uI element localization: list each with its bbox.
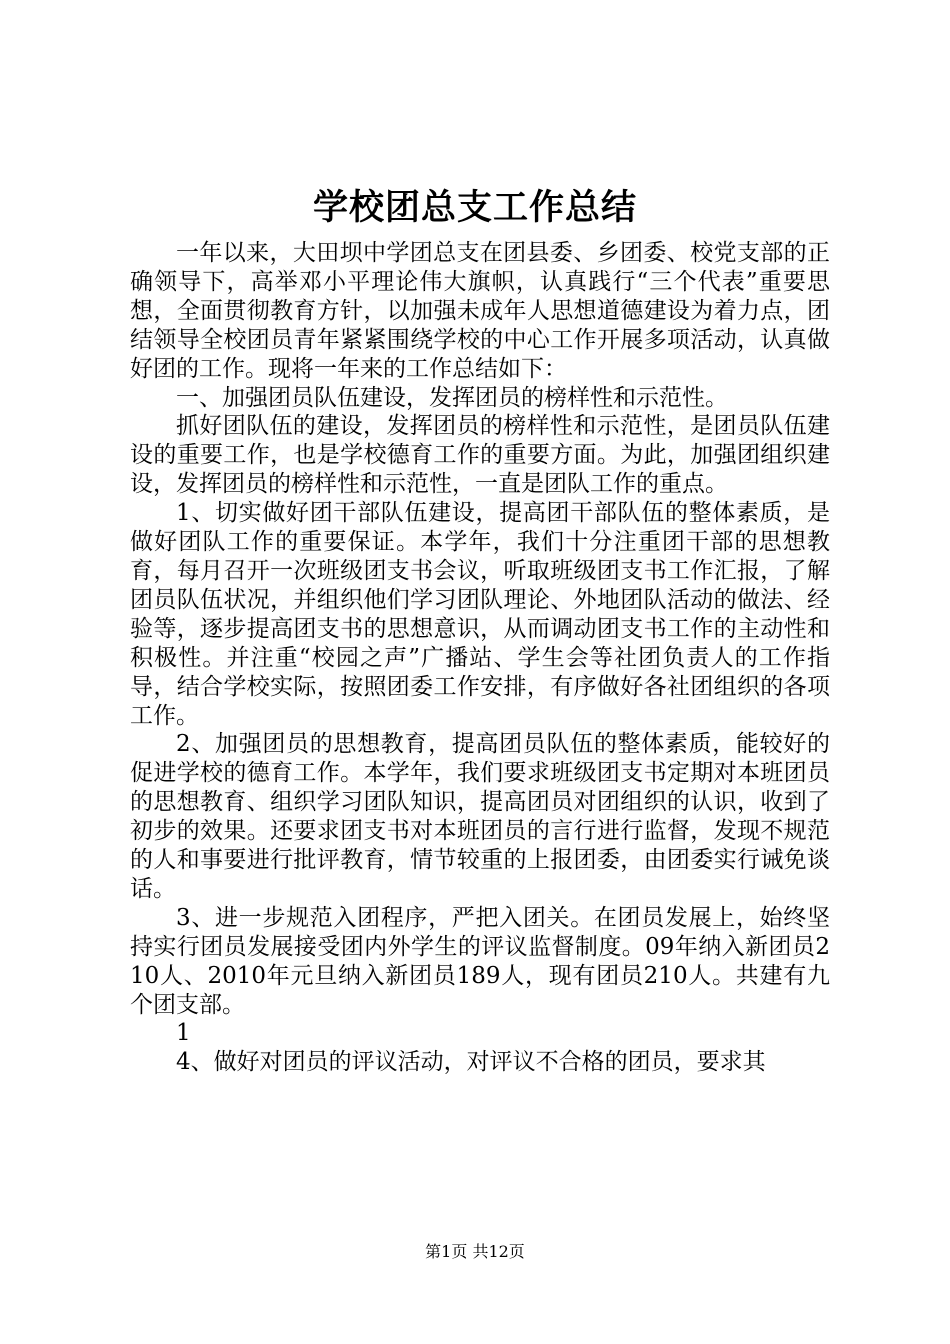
section-heading-1: 一、加强团员队伍建设，发挥团员的榜样性和示范性。: [176, 384, 728, 411]
paragraph-intro: 一年以来，大田坝中学团总支在团县委、乡团委、校党支部的正确领导下，高举邓小平理论伟大旗帜，认真践行“三个代表”重要思想，全面贯彻教育方针，以加强未成年人思想道德建设为着力点，团结领导全校团员青年紧紧围绕学校的中心工作开展多项活动，认真做好团的工作。现将一年来的工作总结如下：: [130, 240, 830, 382]
paragraph-item-1: 1、切实做好团干部队伍建设，提高团干部队伍的整体素质，是做好团队工作的重要保证。本学年，我们十分注重团干部的思想教育，每月召开一次班级团支书会议，听取班级团支书工作汇报，了解团员队伍状况，并组织他们学习团队理论、外地团队活动的做法、经验等，逐步提高团支书的思想意识，从而调动团支书工作的主动性和积极性。并注重“校园之声”广播站、学生会等社团负责人的工作指导，结合学校实际，按照团委工作安排，有序做好各社团组织的各项工作。: [130, 500, 830, 729]
page-indicator: 第1页 共12页: [425, 1242, 525, 1261]
document-title: 学校团总支工作总结: [312, 187, 637, 228]
paragraph-item-3: 3、进一步规范入团程序，严把入团关。在团员发展上，始终坚持实行团员发展接受团内外学生的评议监督制度。09年纳入新团员210人、2010年元旦纳入新团员189人，现有团员210人。共建有九个团支部。: [130, 904, 830, 1018]
paragraph-item-2: 2、加强团员的思想教育，提高团员队伍的整体素质，能较好的促进学校的德育工作。本学年，我们要求班级团支书定期对本班团员的思想教育、组织学习团队知识，提高团员对团组织的认识，收到了初步的效果。还要求团支书对本班团员的言行进行监督，发现不规范的人和事要进行批评教育，情节较重的上报团委，由团委实行诫免谈话。: [130, 731, 830, 902]
document-body: [130, 239, 830, 1077]
paragraph-section-1: 抓好团队伍的建设，发挥团员的榜样性和示范性，是团员队伍建设的重要工作，也是学校德育工作的重要方面。为此，加强团组织建设，发挥团员的榜样性和示范性，一直是团队工作的重点。: [130, 413, 830, 498]
paragraph-page-marker: 1: [176, 1020, 191, 1047]
paragraph-item-4: 4、做好对团员的评议活动，对评议不合格的团员，要求其: [176, 1049, 766, 1076]
